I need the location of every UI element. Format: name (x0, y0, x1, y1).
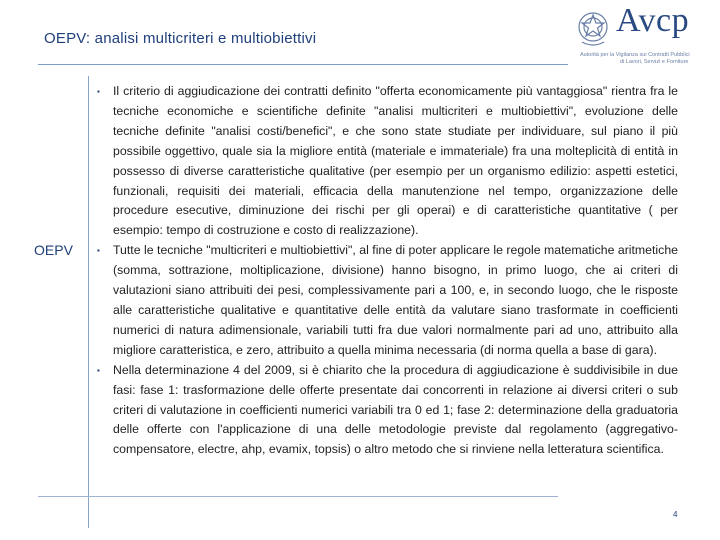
page-number: 4 (673, 510, 678, 519)
bullet-icon: ▪ (97, 365, 100, 375)
bullet-icon: ▪ (97, 87, 100, 96)
title-divider (38, 64, 568, 65)
bullet-text: Nella determinazione 4 del 2009, si è chiarito che la procedura di aggiudicazione è suddivisibile in due fasi: fase 1: trasformazione delle offerte presentate dai concorrenti in relazione ai diversi criteri o sub criteri di valutazione in coefficienti numerici variabili tra 0 ed 1; fase 2: determinazione della graduatoria delle offerte con l'applicazione di una delle metodologie previste dal regolamento (aggregativo-compensatore, electre, ahp, evamix, topsis) o altro metodo che si rinviene nella letteratura scientifica. (113, 362, 678, 457)
list-item (96, 241, 678, 360)
vertical-divider (88, 76, 89, 528)
bullet-text: Tutte le tecniche "multicriteri e multiobiettivi", al fine di poter applicare le regole matematiche aritmetiche (somma, sottrazione, moltiplicazione, divisione) hanno bisogno, in primo luogo, che ai criteri di valutazioni siano attribuiti dei pesi, complessivamente pari a 100, e, in secondo luogo, che le risposte alle caratteristiche qualitative e quantitative delle entità da valutare siano trasformate in coefficienti numerici di natura adimensionale, variabili tutti fra due valori normalmente pari ad uno, attribuito alla migliore caratteristica, e zero, attribuito a quella minima necessaria (di norma quella a base di gara). (113, 243, 678, 357)
bullet-text: Il criterio di aggiudicazione dei contratti definito "offerta economicamente più vantaggiosa" rientra fra le tecniche economiche e scientifiche definite "analisi multicriteri e multiobiettivi", evoluzione delle tecniche definite "analisi costi/benefici", e che sono state studiate per individuare, sul piano il più possibile oggettivo, quale sia la migliore entità (materiale e immateriale) fra una molteplicità di entità in possesso di diverse caratteristiche qualitative (per esempio per un organismo edilizio: aspetti estetici, funzionali, requisiti dei materiali, efficacia della manutenzione nel tempo, organizzazione delle procedure esecutive, diminuzione dei rischi per gli operai) e di caratteristiche quantitative ( per esempio: tempo di costruzione e costo di realizzazione). (113, 84, 678, 238)
section-label: OEPV (34, 242, 73, 258)
list-item (96, 82, 678, 241)
emblem-icon (576, 8, 610, 48)
bullet-list (96, 82, 678, 460)
logo-wordmark: Avcp (616, 2, 690, 39)
slide-title: OEPV: analisi multicriteri e multiobiettivi (44, 30, 317, 47)
list-item (96, 361, 678, 461)
bullet-icon: ▪ (97, 246, 100, 256)
logo-subline-2: di Lavori, Servizi e Forniture (620, 59, 689, 65)
logo-subline: Autorità per la Vigilanza sui Contratti Pubblici (580, 52, 690, 58)
footer-divider (38, 496, 558, 497)
avcp-logo (576, 2, 712, 65)
